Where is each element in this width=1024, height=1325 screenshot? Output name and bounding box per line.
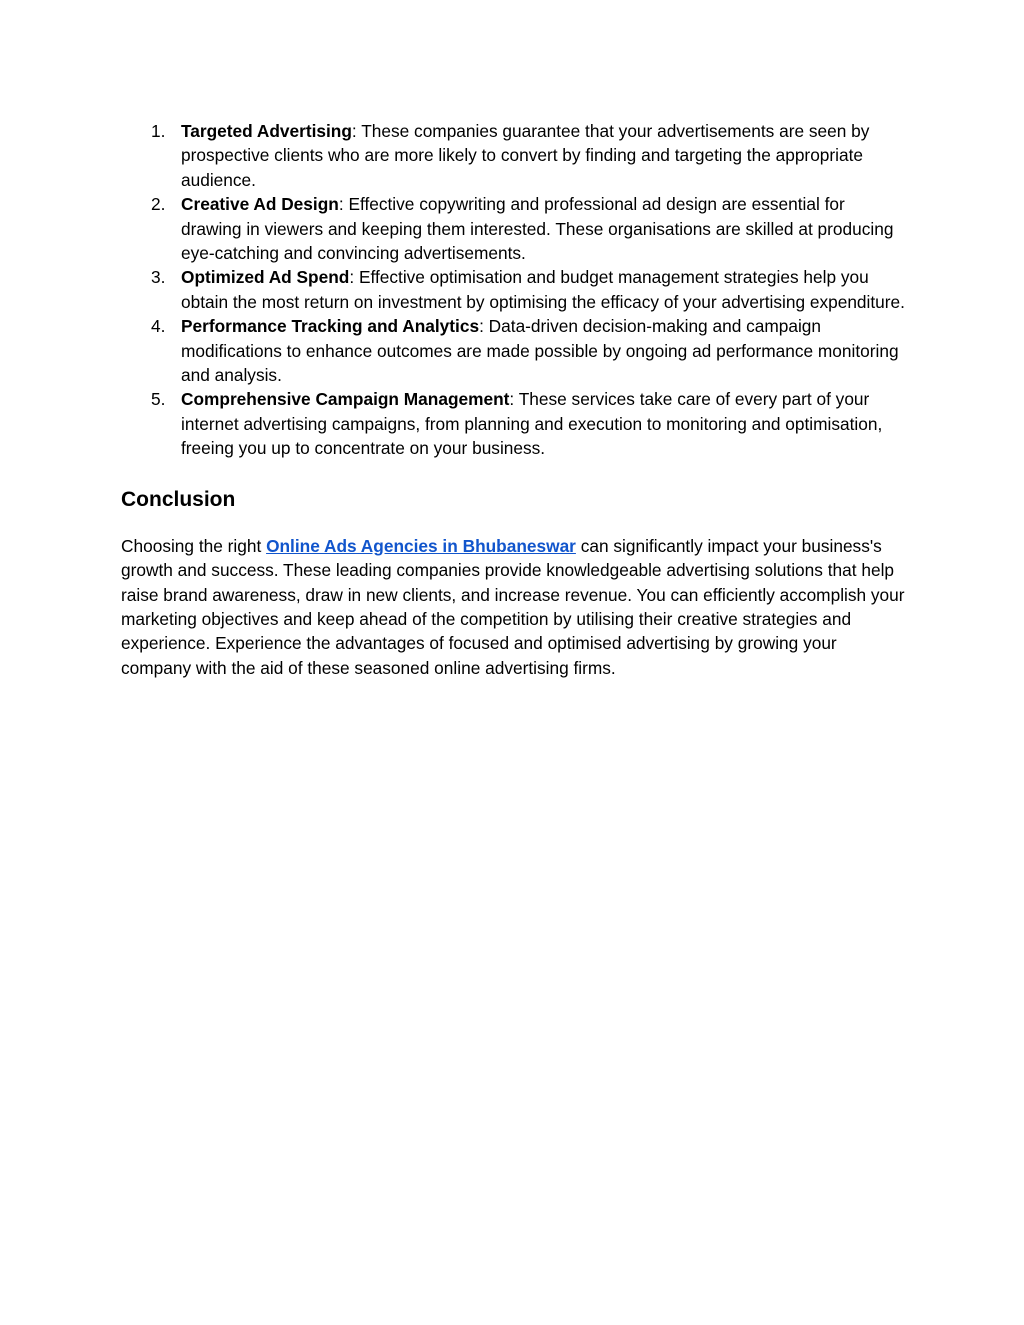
conclusion-paragraph: [121, 534, 906, 680]
list-item: [121, 265, 906, 314]
list-item-term: Optimized Ad Spend: [181, 267, 350, 288]
conclusion-text-before-link: Choosing the right: [121, 535, 267, 556]
online-ads-agencies-link[interactable]: Online Ads Agencies in Bhubaneswar: [266, 535, 576, 556]
list-item-number: 4.: [151, 316, 166, 337]
list-item-text: These services take care of every part of your internet advertising campaigns, from planning and execution to monitoring and optimisation, freeing you up to concentrate on your business.: [181, 389, 883, 459]
list-item-text: These companies guarantee that your advertisements are seen by prospective clients who are more likely to convert by finding and targeting the appropriate audience.: [181, 121, 870, 190]
list-item-term: Comprehensive Campaign Management: [181, 389, 510, 410]
list-item-text: Data-driven decision-making and campaign modifications to enhance outcomes are made possible by ongoing ad performance monitoring and analysis.: [181, 316, 899, 386]
list-item-separator: :: [351, 121, 362, 141]
list-item-text: Effective copywriting and professional ad design are essential for drawing in viewers and keeping them interested. These organisations are skilled at producing eye-catching and convincing advertisements.: [181, 194, 894, 264]
list-item-separator: :: [349, 267, 359, 288]
list-item: [121, 192, 906, 265]
list-item: [121, 387, 906, 460]
list-item-text: Effective optimisation and budget management strategies help you obtain the most return on investment by optimising the efficacy of your advertising expenditure.: [181, 267, 905, 312]
list-item-term: Targeted Advertising: [181, 121, 352, 141]
conclusion-heading: Conclusion: [121, 487, 236, 511]
list-item-separator: :: [338, 194, 349, 215]
list-item-separator: :: [509, 389, 519, 410]
list-item-number: 2.: [151, 194, 166, 215]
list-item: [121, 119, 906, 192]
list-item-number: 5.: [151, 389, 166, 410]
list-item-term: Performance Tracking and Analytics: [181, 316, 480, 337]
list-item-number: 1.: [151, 121, 166, 141]
list-item-separator: :: [479, 316, 489, 337]
list-item-term: Creative Ad Design: [181, 194, 339, 215]
list-item-number: 3.: [151, 267, 166, 288]
conclusion-text-after-link: can significantly impact your business's growth and success. These leading companies provide knowledgeable advertising solutions that help raise brand awareness, draw in new clients, and increase revenue. You can efficiently accomplish your marketing objectives and keep ahead of the competition by utilising their creative strategies and experience. Experience the advantages of focused and optimised advertising by growing your company with the aid of these seasoned online advertising firms.: [121, 535, 905, 678]
list-item: [121, 314, 906, 387]
document-content: [121, 119, 906, 680]
features-list: [121, 119, 906, 461]
